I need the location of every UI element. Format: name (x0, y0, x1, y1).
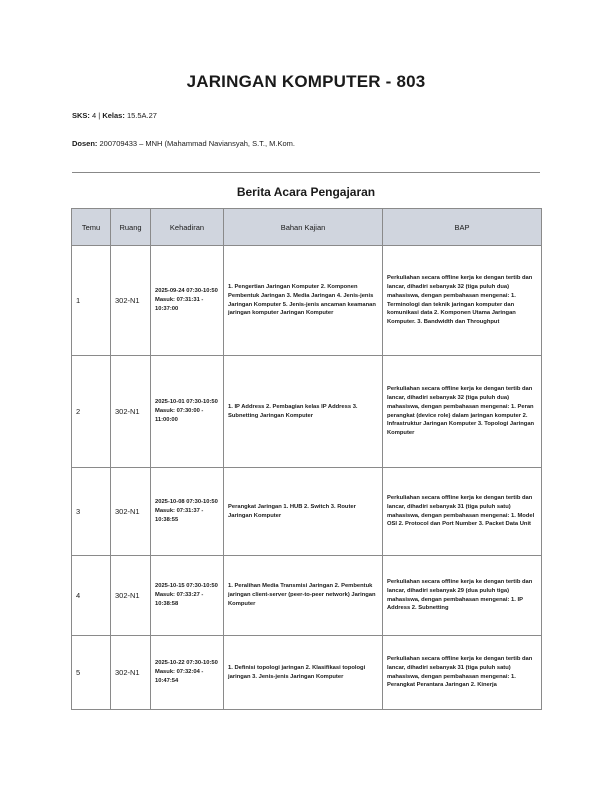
sks-label: SKS: (72, 111, 90, 120)
kelas-value: 15.5A.27 (126, 111, 157, 120)
cell-kehadiran: 2025-09-24 07:30-10:50 Masuk: 07:31:31 - 10:37:00 (151, 246, 224, 356)
header-bahan-kajian: Bahan Kajian (224, 209, 383, 246)
teaching-report-table (71, 208, 542, 710)
cell-temu: 5 (72, 636, 111, 710)
cell-temu: 2 (72, 356, 111, 468)
cell-bahan-kajian: Perangkat Jaringan 1. HUB 2. Switch 3. Router Jaringan Komputer (224, 468, 383, 556)
cell-bap: Perkuliahan secara offline kerja ke dengan tertib dan lancar, dihadiri sebanyak 32 (tiga puluh dua) mahasiswa, dengan pembahasan mengenai: 1. Peran perangkat (device role) dalam jaringan komputer 2. Infrastruktur Jaringan Komputer 3. Topologi Jaringan Komputer (383, 356, 542, 468)
cell-bahan-kajian: 1. Pengertian Jaringan Komputer 2. Komponen Pembentuk Jaringan 3. Media Jaringan 4. Jenis-jenis Jaringan Komputer 5. Jenis-jenis ancaman keamanan jaringan komputer Jaringan Komputer (224, 246, 383, 356)
table-row (72, 246, 542, 356)
cell-kehadiran: 2025-10-08 07:30-10:50 Masuk: 07:31:37 - 10:38:55 (151, 468, 224, 556)
table-header-row (72, 209, 542, 246)
kelas-label: Kelas: (102, 111, 125, 120)
separator: | (98, 111, 101, 120)
cell-ruang: 302-N1 (111, 636, 151, 710)
page-title: JARINGAN KOMPUTER - 803 (186, 72, 426, 91)
cell-ruang: 302-N1 (111, 468, 151, 556)
table-row (72, 356, 542, 468)
course-info (72, 111, 157, 120)
cell-bahan-kajian: 1. Definisi topologi jaringan 2. Klasifikasi topologi jaringan 3. Jenis-jenis Jaringan Komputer (224, 636, 383, 710)
cell-kehadiran: 2025-10-01 07:30-10:50 Masuk: 07:30:00 - 11:00:00 (151, 356, 224, 468)
cell-ruang: 302-N1 (111, 356, 151, 468)
divider (72, 172, 540, 173)
cell-bap: Perkuliahan secara offline kerja ke dengan tertib dan lancar, dihadiri sebanyak 31 (tiga puluh satu) mahasiswa, dengan pembahasan mengenai: 1. Model OSI 2. Protocol dan Port Number 3. Packet Data Unit (383, 468, 542, 556)
lecturer-info (72, 139, 295, 148)
header-temu: Temu (72, 209, 111, 246)
cell-ruang: 302-N1 (111, 556, 151, 636)
dosen-label: Dosen: (72, 139, 98, 148)
header-bap: BAP (383, 209, 542, 246)
cell-ruang: 302-N1 (111, 246, 151, 356)
header-ruang: Ruang (111, 209, 151, 246)
section-title: Berita Acara Pengajaran (236, 185, 376, 199)
table-row (72, 636, 542, 710)
cell-temu: 3 (72, 468, 111, 556)
cell-bap: Perkuliahan secara offline kerja ke dengan tertib dan lancar, dihadiri sebanyak 32 (tiga puluh dua) mahasiswa, dengan pembahasan mengenai: 1. Terminologi dan teknik jaringan komputer dan komunikasi data 2. Komponen Utama Jaringan Komputer. 3. Bandwidth dan Throughput (383, 246, 542, 356)
dosen-value: 200709433 – MNH (Mahammad Naviansyah, S.T., M.Kom. (99, 139, 296, 148)
cell-bap: Perkuliahan secara offline kerja ke dengan tertib dan lancar, dihadiri sebanyak 29 (dua puluh tiga) mahasiswa, dengan pembahasan mengenai: 1. IP Address 2. Subnetting (383, 556, 542, 636)
cell-temu: 4 (72, 556, 111, 636)
cell-bap: Perkuliahan secara offline kerja ke dengan tertib dan lancar, dihadiri sebanyak 31 (tiga puluh satu) mahasiswa, dengan pembahasan mengenai: 1. Perangkat Perantara Jaringan 2. Kinerja (383, 636, 542, 710)
table-row (72, 468, 542, 556)
cell-bahan-kajian: 1. Peralihan Media Transmisi Jaringan 2. Pembentuk jaringan client-server (peer-to-peer network) Jaringan Komputer (224, 556, 383, 636)
header-kehadiran: Kehadiran (151, 209, 224, 246)
table-row (72, 556, 542, 636)
cell-kehadiran: 2025-10-22 07:30-10:50 Masuk: 07:32:04 - 10:47:54 (151, 636, 224, 710)
cell-bahan-kajian: 1. IP Address 2. Pembagian kelas IP Address 3. Subnetting Jaringan Komputer (224, 356, 383, 468)
cell-temu: 1 (72, 246, 111, 356)
cell-kehadiran: 2025-10-15 07:30-10:50 Masuk: 07:33:27 - 10:38:58 (151, 556, 224, 636)
sks-value: 4 (92, 111, 97, 120)
